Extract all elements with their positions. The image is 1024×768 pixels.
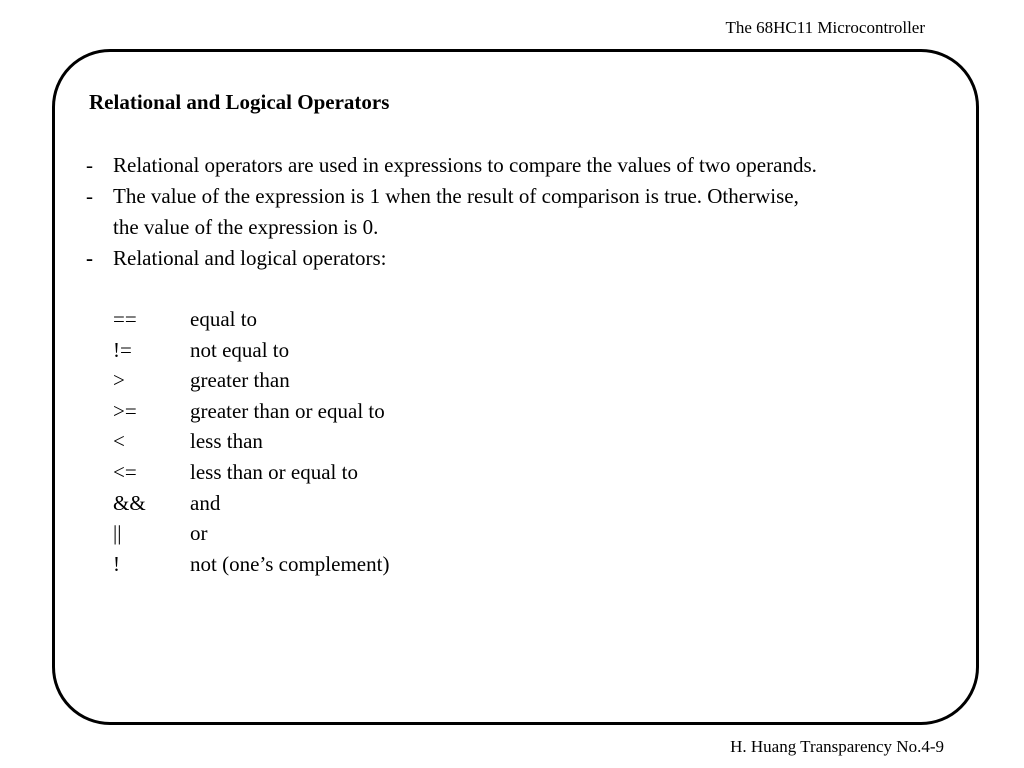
operator-row [113,518,389,549]
operator-symbol: <= [113,459,137,484]
operator-symbol: > [113,368,125,393]
bullet-marker: - [86,246,93,270]
operator-description: less than [190,429,263,454]
operator-symbol: != [113,337,132,362]
bullet-list [86,150,817,274]
operator-row [113,335,389,366]
operator-table [113,304,389,579]
operator-row [113,549,389,580]
bullet-item [86,150,817,181]
operator-description: greater than or equal to [190,398,385,423]
bullet-text: Relational operators are used in expressions to compare the values of two operands. [113,153,817,177]
operator-row [113,304,389,335]
bullet-marker: - [86,184,93,208]
operator-row [113,365,389,396]
operator-symbol: < [113,429,125,454]
operator-description: not (one’s complement) [190,551,390,576]
bullet-text: Relational and logical operators: [113,246,387,270]
operator-description: or [190,521,208,546]
bullet-text: the value of the expression is 0. [113,215,379,239]
bullet-marker: - [86,153,93,177]
operator-symbol: && [113,490,146,515]
bullet-text: The value of the expression is 1 when the result of comparison is true. Otherwise, [113,184,799,208]
operator-description: equal to [190,307,258,331]
operator-description: greater than [190,368,290,393]
header-title: The 68HC11 Microcontroller [725,18,925,37]
footer-text: H. Huang Transparency No.4-9 [730,737,944,756]
slide-title: Relational and Logical Operators [89,90,390,114]
operator-symbol: || [113,521,122,546]
operator-row [113,488,389,519]
operator-row [113,396,389,427]
operator-symbol: >= [113,398,137,423]
bullet-item [86,243,817,274]
operator-description: less than or equal to [190,459,358,484]
operator-description: not equal to [190,337,290,362]
operator-symbol: ! [113,551,120,576]
operator-symbol: == [113,307,137,331]
operator-row [113,426,389,457]
operator-description: and [190,490,221,515]
operator-row [113,457,389,488]
bullet-item [86,181,817,243]
